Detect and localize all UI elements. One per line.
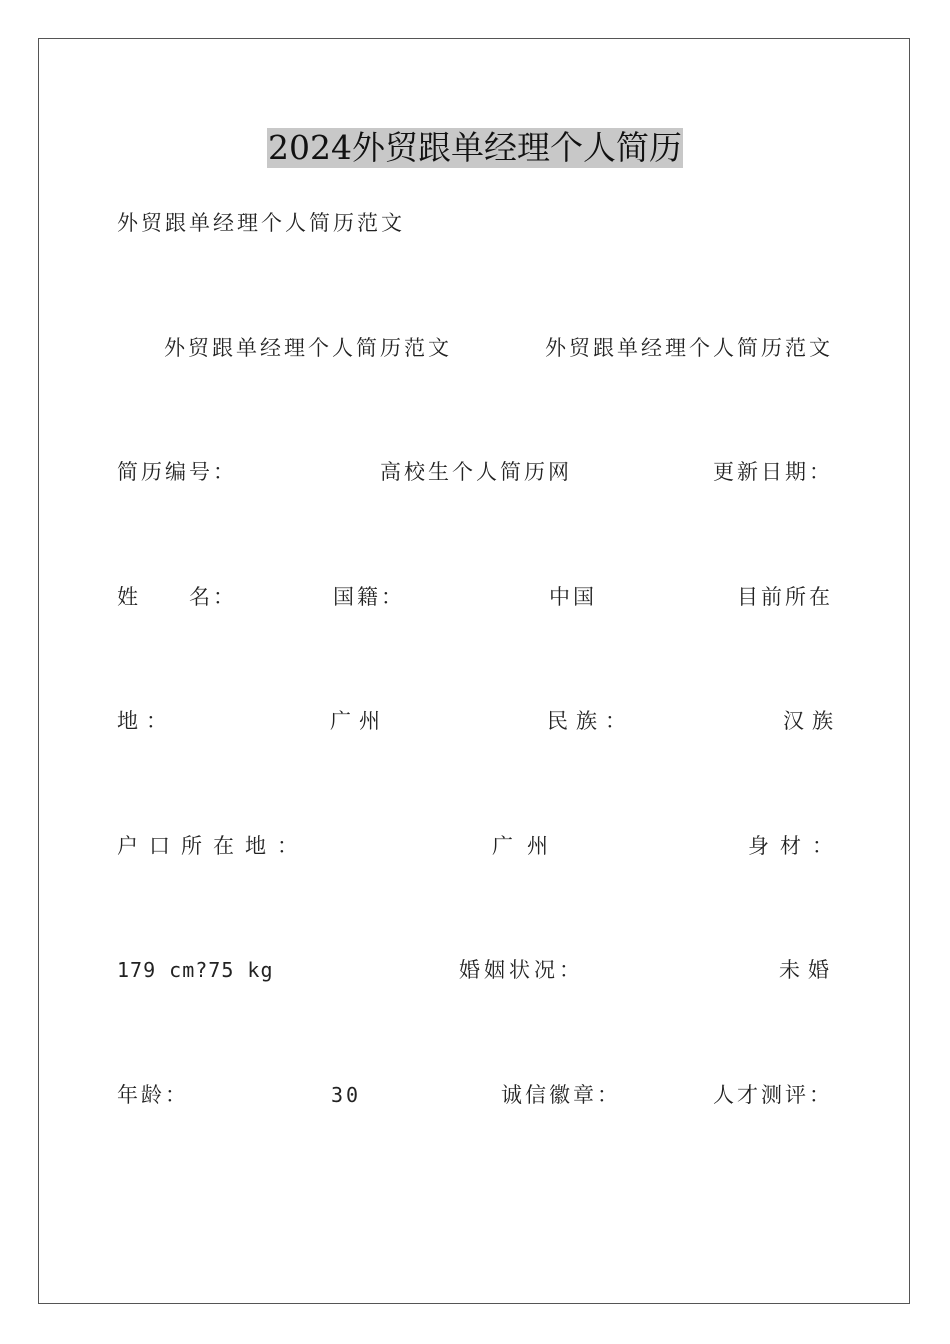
- subtitle: 外贸跟单经理个人简历范文: [117, 211, 405, 235]
- age-badge-row: [117, 1080, 833, 1110]
- household-row: [117, 831, 844, 861]
- location-ethnicity-row: [117, 706, 841, 736]
- subtitle-line: [117, 208, 833, 238]
- resume-source: 高校生个人简历网: [380, 460, 572, 484]
- marital-status-label: 婚姻状况：: [459, 958, 584, 982]
- resume-sample-left: 外贸跟单经理个人简历范文: [164, 336, 452, 360]
- body-size-label: 身材：: [748, 834, 844, 858]
- document-title: 2024外贸跟单经理个人简历: [268, 128, 682, 167]
- talent-assessment-label: 人才测评：: [713, 1083, 833, 1107]
- resume-id-label: 简历编号：: [117, 460, 237, 484]
- resume-sample-row: [117, 333, 833, 363]
- update-date-label: 更新日期：: [713, 460, 833, 484]
- body-size-value: 179 cm?75 kg: [117, 958, 274, 982]
- nationality-value: 中国: [549, 585, 597, 609]
- location-value: 广州: [330, 709, 388, 733]
- ethnicity-value: 汉族: [783, 709, 841, 733]
- current-location-label: 目前所在: [737, 585, 833, 609]
- marital-status-value: 未婚: [779, 958, 837, 982]
- location-label-cont: 地：: [117, 709, 175, 733]
- age-value: 30: [331, 1083, 362, 1107]
- size-marital-row: [117, 955, 837, 985]
- ethnicity-label: 民族：: [547, 709, 634, 733]
- household-value: 广州: [492, 834, 562, 858]
- resume-id-row: [117, 457, 833, 487]
- title-container: [0, 128, 950, 168]
- nationality-label: 国籍：: [333, 585, 405, 609]
- name-label: 姓 名：: [117, 585, 237, 609]
- name-nationality-row: [117, 582, 833, 612]
- resume-sample-right: 外贸跟单经理个人简历范文: [545, 336, 833, 360]
- age-label: 年龄：: [117, 1083, 189, 1107]
- integrity-badge-label: 诚信徽章：: [501, 1083, 621, 1107]
- household-label: 户口所在地：: [117, 834, 309, 858]
